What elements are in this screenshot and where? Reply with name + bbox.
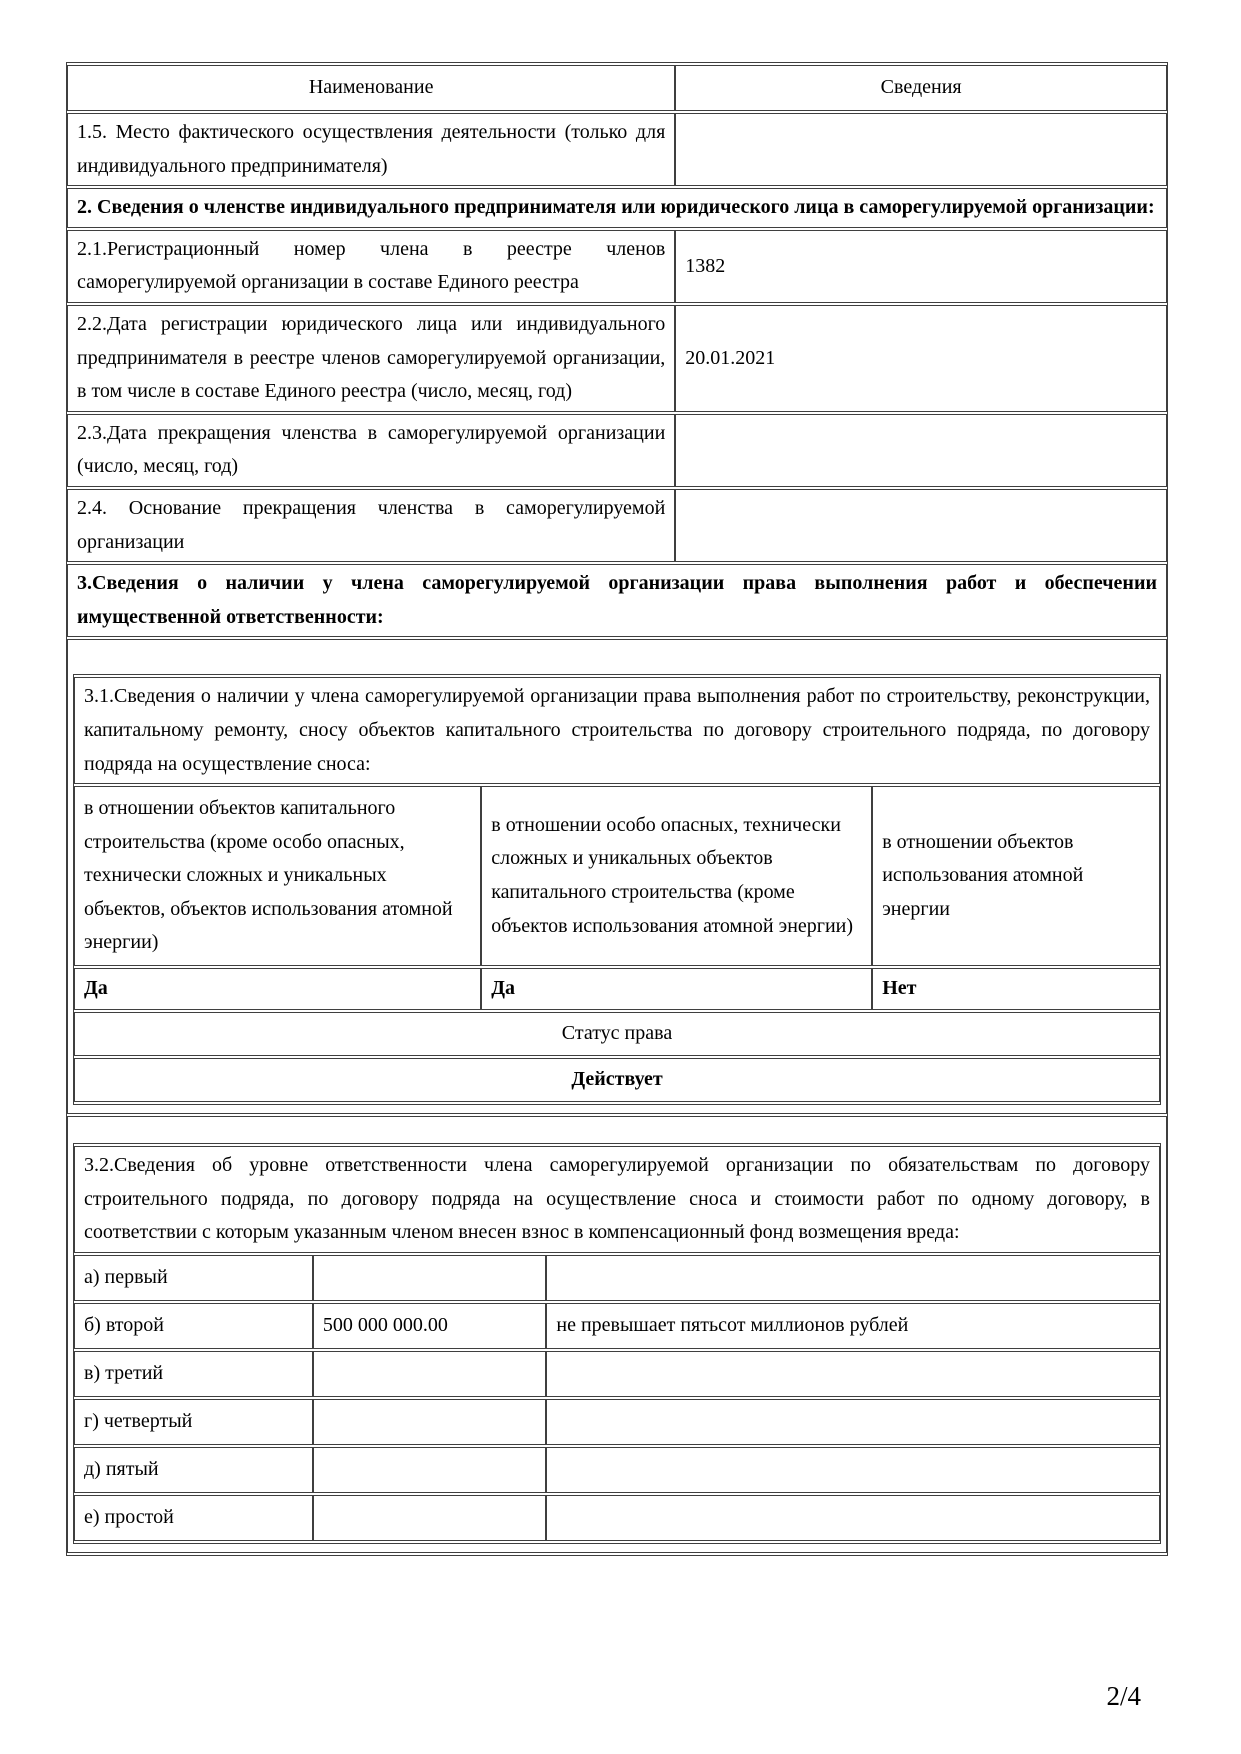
level-amount [313, 1255, 546, 1301]
level-description [546, 1495, 1160, 1541]
level-amount [313, 1399, 546, 1445]
block-3-2-intro-row [74, 1146, 1160, 1253]
level-amount [313, 1495, 546, 1541]
row-2-2 [67, 305, 1167, 412]
scope-col-desc-3: в отношении объектов использования атомной энергии [872, 786, 1160, 966]
level-label: в) третий [74, 1351, 313, 1397]
level-label: е) простой [74, 1495, 313, 1541]
level-description [546, 1399, 1160, 1445]
level-description: не превышает пятьсот миллионов рублей [546, 1303, 1160, 1349]
level-amount: 500 000 000.00 [313, 1303, 546, 1349]
row-2-1 [67, 230, 1167, 303]
scope-value-row [74, 968, 1160, 1010]
scope-description-row [74, 786, 1160, 966]
row-1-5-label: 1.5. Место фактического осуществления деятельности (только для индивидуального предпринимателя) [67, 113, 675, 186]
level-amount [313, 1351, 546, 1397]
scope-col-value-1: Да [74, 968, 481, 1010]
scope-col-desc-1: в отношении объектов капитального строительства (кроме особо опасных, технически сложных и уникальных объектов, объектов использования атомной энергии) [74, 786, 481, 966]
block-3-2-container [67, 1116, 1167, 1553]
row-1-5-value [675, 113, 1167, 186]
block-3-1-intro: 3.1.Сведения о наличии у члена саморегулируемой организации права выполнения работ по строительству, реконструкции, капитальному ремонту, сносу объектов капитального строительства по договору строительного подряда, по договору подряда на осуществление сноса: [74, 677, 1160, 784]
row-2-3-value [675, 414, 1167, 487]
level-description [546, 1447, 1160, 1493]
level-row-fifth [74, 1447, 1160, 1493]
block-3-2-table [73, 1143, 1161, 1544]
row-1-5 [67, 113, 1167, 186]
level-row-second [74, 1303, 1160, 1349]
level-row-simple [74, 1495, 1160, 1541]
level-label: б) второй [74, 1303, 313, 1349]
scope-col-value-2: Да [481, 968, 872, 1010]
row-2-1-value: 1382 [675, 230, 1167, 303]
row-2-2-label: 2.2.Дата регистрации юридического лица или индивидуального предпринимателя в реестре членов саморегулируемой организации, в том числе в составе Единого реестра (число, месяц, год) [67, 305, 675, 412]
level-row-fourth [74, 1399, 1160, 1445]
row-2-4-value [675, 489, 1167, 562]
status-value: Действует [74, 1058, 1160, 1102]
section-2-header [67, 188, 1167, 228]
row-2-3 [67, 414, 1167, 487]
scope-col-desc-2: в отношении особо опасных, технически сложных и уникальных объектов капитального строительства (кроме объектов использования атомной энергии) [481, 786, 872, 966]
scope-col-value-3: Нет [872, 968, 1160, 1010]
level-amount [313, 1447, 546, 1493]
level-row-third [74, 1351, 1160, 1397]
header-name-col: Наименование [67, 65, 675, 111]
page-number: 2/4 [1106, 1681, 1141, 1711]
header-info-col: Сведения [675, 65, 1167, 111]
block-3-2-row [67, 1116, 1167, 1553]
level-label: а) первый [74, 1255, 313, 1301]
block-3-1-container [67, 639, 1167, 1114]
block-3-1-row [67, 639, 1167, 1114]
level-row-first [74, 1255, 1160, 1301]
document-table [66, 62, 1168, 1556]
level-description [546, 1351, 1160, 1397]
section-3-title: 3.Сведения о наличии у члена саморегулируемой организации права выполнения работ и обеспечении имущественной ответственности: [67, 564, 1167, 637]
row-2-4 [67, 489, 1167, 562]
row-2-4-label: 2.4. Основание прекращения членства в саморегулируемой организации [67, 489, 675, 562]
status-label-row [74, 1012, 1160, 1056]
status-label: Статус права [74, 1012, 1160, 1056]
status-value-row [74, 1058, 1160, 1102]
section-3-header [67, 564, 1167, 637]
document-body [66, 62, 1168, 1556]
row-2-1-label: 2.1.Регистрационный номер члена в реестре членов саморегулируемой организации в составе Единого реестра [67, 230, 675, 303]
level-label: г) четвертый [74, 1399, 313, 1445]
section-2-title: 2. Сведения о членстве индивидуального предпринимателя или юридического лица в саморегулируемой организации: [67, 188, 1167, 228]
level-label: д) пятый [74, 1447, 313, 1493]
block-3-1-table [73, 674, 1161, 1105]
row-2-2-value: 20.01.2021 [675, 305, 1167, 412]
table-header-row [67, 65, 1167, 111]
row-2-3-label: 2.3.Дата прекращения членства в саморегулируемой организации (число, месяц, год) [67, 414, 675, 487]
block-3-2-intro: 3.2.Сведения об уровне ответственности члена саморегулируемой организации по обязательствам по договору строительного подряда, по договору подряда на осуществление сноса и стоимости работ по одному договору, в соответствии с которым указанным членом внесен взнос в компенсационный фонд возмещения вреда: [74, 1146, 1160, 1253]
level-description [546, 1255, 1160, 1301]
block-3-1-intro-row [74, 677, 1160, 784]
